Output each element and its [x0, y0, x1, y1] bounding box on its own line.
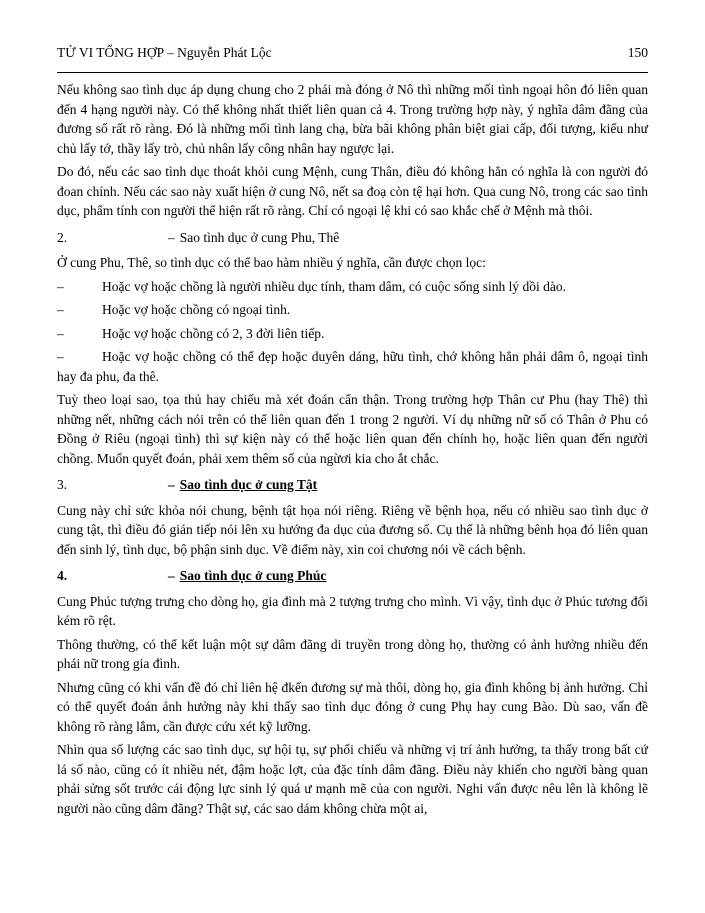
running-title: TỬ VI TỔNG HỢP – Nguyễn Phát Lộc — [57, 45, 272, 60]
paragraph: Tuỳ theo loại sao, tọa thủ hay chiếu mà xét đoán cẩn thận. Trong trường hợp Thân cư Phu (hay Thê) thì những nết, những cách nói trên có thể liên quan đến 1 trong 2 người. Ví dụ những nữ số có Thân ở Phu có Đồng ở Riêu (ngoại tình) thì sự kiện này có thể hoặc liên quan đến chính họ, hoặc liên quan đến người chồng. Muốn quyết đoán, phải xem thêm số của ngừơi kia cho ắt chắc. — [57, 392, 648, 466]
body-text — [57, 80, 648, 818]
paragraph: Nếu không sao tình dục áp dụng chung cho 2 phái mà đóng ở Nô thì những mối tình ngoại hôn đó liên quan đến 4 hạng người này. Có thể không nhất thiết liên quan cả 4. Trong trường hợp này, ý nghĩa dâm đãng của đương số rất rõ ràng. Đó là những mối tình lang chạ, bừa bãi không phân biệt giai cấp, đối tượng, kiểu như chủ lấy tớ, thầy lấy trò, chủ nhân lấy công nhân hay ngược lại. — [57, 82, 648, 156]
bullet-dash: – — [57, 325, 64, 341]
bullet-dash: – — [57, 278, 64, 294]
section-title: Sao tình dục ở cung Tật — [179, 477, 318, 492]
heading-dash: – — [168, 568, 175, 583]
header-rule — [57, 72, 648, 73]
page-number: 150 — [627, 45, 648, 60]
bullet-item: – Hoặc vợ hoặc chồng có thể đẹp hoặc duyên dáng, hữu tình, chớ không hẳn phải dâm ô, ngoại tình hay đa phu, đa thê. — [57, 349, 648, 384]
heading-dash: – — [168, 229, 175, 245]
section-title: Sao tình dục ở cung Phúc — [179, 568, 327, 583]
section-title: Sao tình dục ở cung Phu, Thê — [179, 229, 340, 245]
bullet-item: – Hoặc vợ hoặc chồng là người nhiều dục tính, tham dâm, có cuộc sống sinh lý dồi dào. — [57, 277, 648, 297]
bullet-item: – Hoặc vợ hoặc chồng có 2, 3 đời liên tiếp. — [57, 324, 648, 344]
section-number: 4. — [57, 568, 68, 583]
section-heading-3 — [57, 475, 648, 495]
section-heading-2 — [57, 228, 648, 248]
paragraph: Ở cung Phu, Thê, so tình dục có thể bao hàm nhiều ý nghĩa, cần được chọn lọc: — [57, 255, 486, 270]
paragraph: Do đó, nếu các sao tình dục thoát khỏi cung Mệnh, cung Thân, điều đó không hẳn có nghĩa là con người đó đoan chính. Nếu các sao này xuất hiện ở cung Nô, nết sa đoạ còn tệ hại hơn. Qua cung Nô, trong các sao tình dục, phẩm tính con người thể hiện rất rõ ràng. Chí có ngoại lệ khi có sao khắc chế ở Mệnh mà thôi. — [57, 164, 648, 218]
paragraph: Nhưng cũng có khi vấn đề đó chỉ liên hệ đkến đương sự mà thôi, dòng họ, gia đình không bị ảnh hưởng. Chỉ có thể quyết đoán ảnh hưởng này khi thấy sao tình dục đóng ở cung Phụ hay cung Bào. Dù sao, vấn đề không rõ ràng lắm, cần được cứu xét kỹ lưỡng. — [57, 679, 648, 734]
paragraph: Thông thường, có thể kết luận một sự dâm đãng di truyền trong dòng họ, thường có ảnh hưởng nhiều đến phái nữ trong gia đình. — [57, 636, 648, 671]
bullet-dash: – — [57, 302, 64, 317]
section-heading-4 — [57, 566, 648, 586]
page-header — [57, 45, 648, 61]
bullet-dash: – — [57, 349, 64, 364]
section-number: 2. — [57, 229, 68, 245]
bullet-item: – Hoặc vợ hoặc chồng có ngoại tình. — [57, 300, 648, 320]
heading-dash: – — [168, 477, 175, 492]
paragraph: Cung này chỉ sức khỏa nói chung, bệnh tật họa nói riêng. Riêng về bệnh họa, nếu có nhiều sao tình dục ở cung tật, thì điều đó gián tiếp nói lên xu hướng đa dục của đương số. Cụ thể là những bênh họa đó liên quan đến sinh lý, tình dục, bộ phận sinh dục. Về điểm này, xin coi chương nói về cách bệnh. — [57, 502, 648, 557]
paragraph: Nhìn qua số lượng các sao tình dục, sự hội tụ, sự phối chiếu và những vị trí ảnh hưởng, ta thấy trong bất cứ lá số nào, cũng có ít nhiều nét, đậm hoặc lợt, của đặc tính dâm đãng. Điều này khiến cho người bàng quan phải sửng sốt trước cái động lực sinh lý quá ư mạnh mẽ của con người. Nghi vấn được nêu lên là không lẽ người nào cũng dâm đãng? Thật sự, các sao dám không chừa một ai, — [57, 742, 648, 816]
section-number: 3. — [57, 477, 68, 492]
paragraph: Cung Phúc tượng trưng cho dòng họ, gia đình mà 2 tượng trưng cho mình. Vì vậy, tình dục ở Phúc tương đối kém rõ rệt. — [57, 593, 648, 628]
